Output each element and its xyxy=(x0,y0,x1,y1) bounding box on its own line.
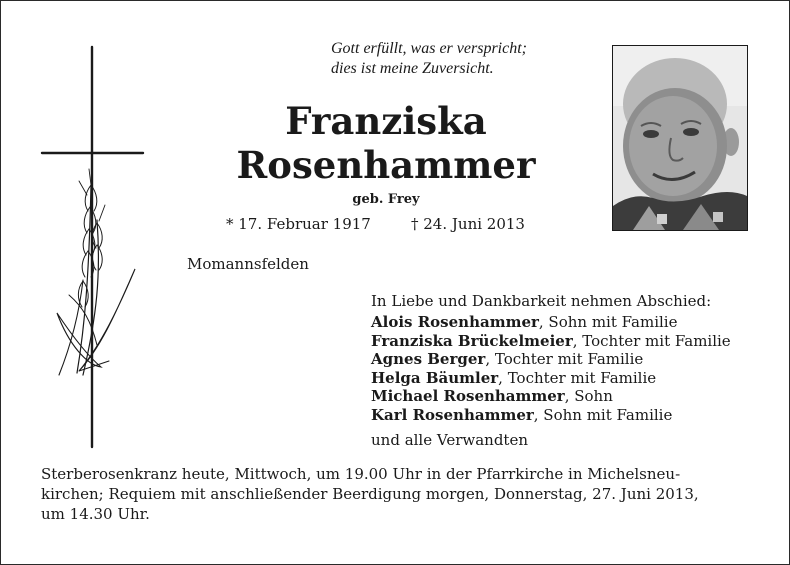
portrait-photo-elderly-woman xyxy=(613,46,747,230)
motto-line-1: Gott erfüllt, was er verspricht; xyxy=(331,40,527,57)
maiden-name: geb. Frey xyxy=(352,192,420,207)
portrait-photo xyxy=(612,45,748,231)
mourners-intro: In Liebe und Dankbarkeit nehmen Abschied: xyxy=(371,292,712,310)
deceased-first-name: Franziska xyxy=(285,99,487,143)
birth-date: * 17. Februar 1917 xyxy=(226,215,371,233)
mourner-name: Helga Bäumler xyxy=(371,368,499,387)
mourner-entry xyxy=(371,350,731,369)
cross-with-wheat-icon xyxy=(39,45,149,455)
mourners-closing: und alle Verwandten xyxy=(371,431,528,449)
mourner-relation: , Sohn mit Familie xyxy=(538,313,678,331)
motto-line-2: dies ist meine Zuversicht. xyxy=(331,60,494,77)
service-line-2: kirchen; Requiem mit anschließender Beerdigung morgen, Donnerstag, 27. Juni 2013, xyxy=(41,485,699,503)
mourner-relation: , Sohn mit Familie xyxy=(533,405,673,424)
mourner-entry xyxy=(371,406,731,425)
motto xyxy=(331,39,601,79)
mourner-name: Franziska Brückelmeier xyxy=(371,331,573,350)
mourner-entry xyxy=(371,332,731,351)
mourner-entry xyxy=(371,387,731,406)
mourner-entry xyxy=(371,313,731,332)
mourner-name: Michael Rosenhammer xyxy=(371,387,565,406)
mourner-relation: , Tochter mit Familie xyxy=(572,331,731,350)
service-line-1: Sterberosenkranz heute, Mittwoch, um 19.00 Uhr in der Pfarrkirche in Michelsneu- xyxy=(41,465,681,483)
mourner-list xyxy=(371,313,731,425)
death-date: † 24. Juni 2013 xyxy=(411,215,525,233)
mourner-name: Agnes Berger xyxy=(371,350,486,369)
mourner-relation: , Tochter mit Familie xyxy=(498,368,657,387)
mourner-name: Karl Rosenhammer xyxy=(371,405,534,424)
mourner-entry xyxy=(371,369,731,388)
mourner-relation: , Tochter mit Familie xyxy=(485,350,644,369)
service-line-3: um 14.30 Uhr. xyxy=(41,505,150,523)
deceased-last-name: Rosenhammer xyxy=(236,143,536,187)
mourner-name: Alois Rosenhammer xyxy=(371,313,539,331)
mourner-relation: , Sohn xyxy=(564,387,613,406)
service-info xyxy=(41,464,761,524)
hometown: Momannsfelden xyxy=(187,255,309,273)
